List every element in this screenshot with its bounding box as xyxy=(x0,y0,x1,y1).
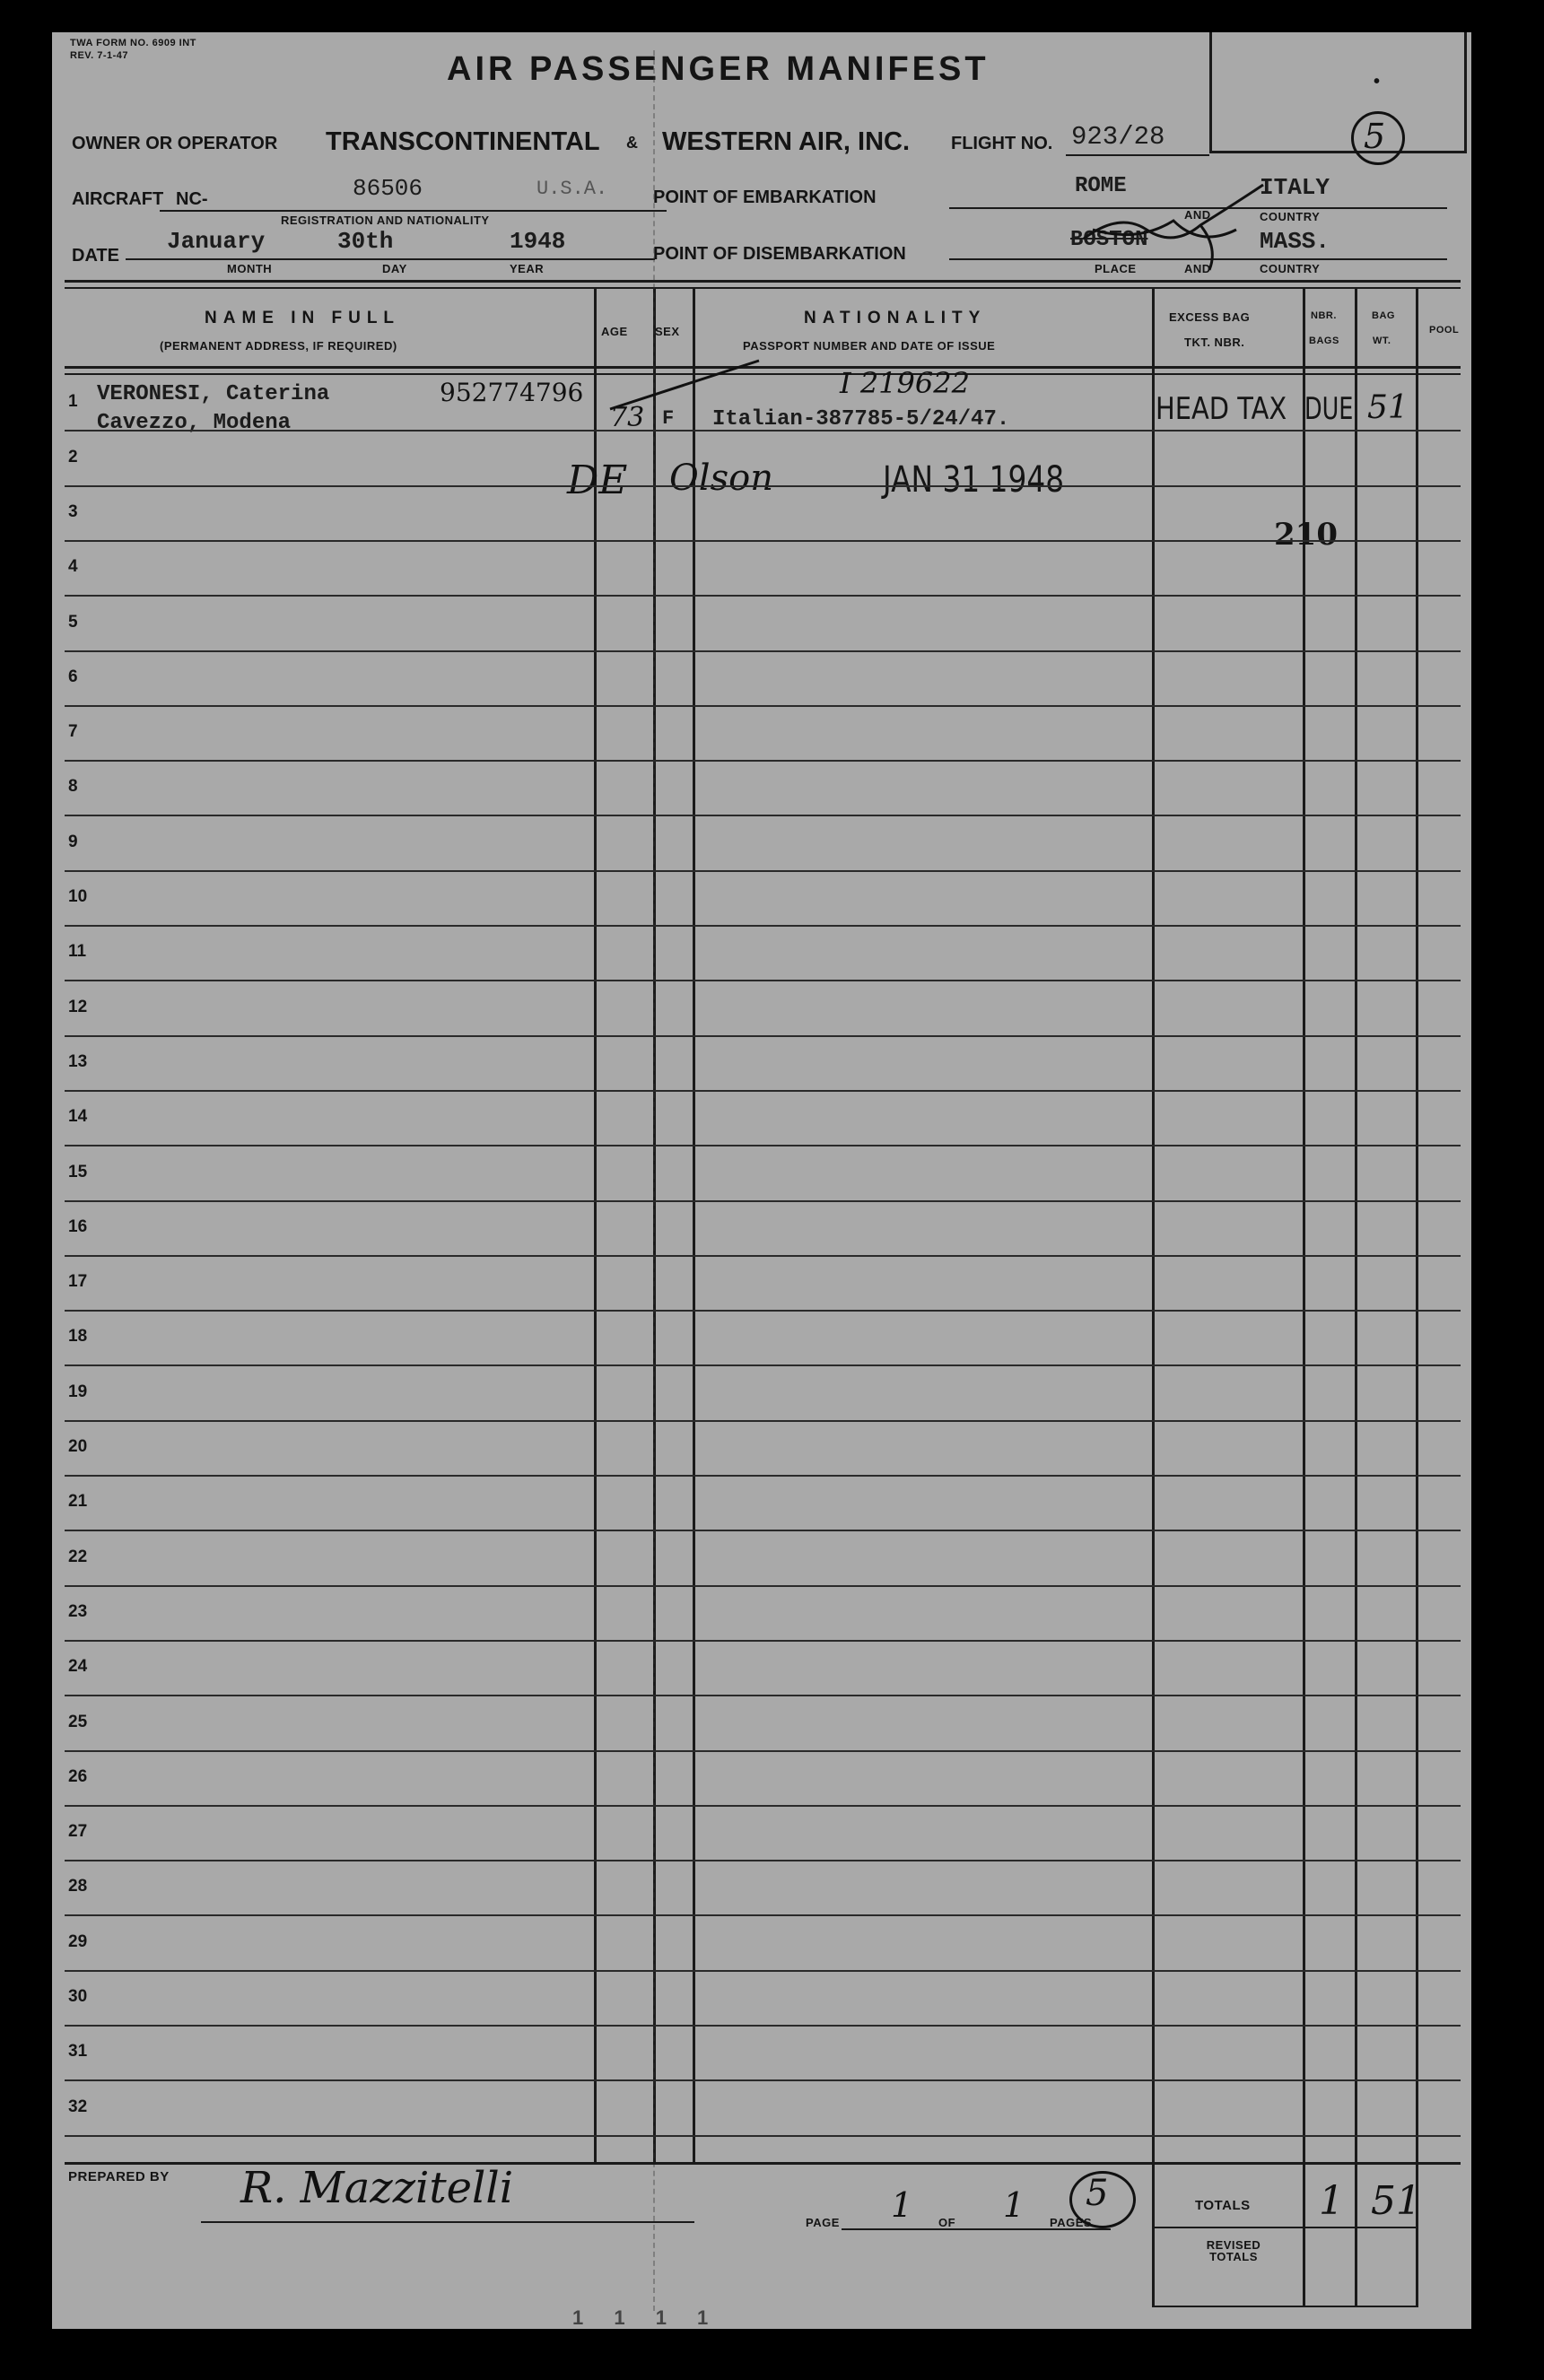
row-number: 12 xyxy=(68,997,88,1016)
aircraft-registration: 86506 xyxy=(353,175,423,202)
col-bag-wt-header: BAG xyxy=(1372,310,1395,321)
aircraft-nationality: U.S.A. xyxy=(536,178,608,200)
row-line xyxy=(65,705,1461,707)
date-day: 30th xyxy=(337,228,394,255)
inspector-initials: DE xyxy=(567,458,628,503)
col-pool-header: POOL xyxy=(1429,325,1460,336)
row-number: 8 xyxy=(68,777,78,797)
row-line xyxy=(65,760,1461,762)
header-box-left-border xyxy=(1209,32,1212,153)
row-line xyxy=(65,2079,1461,2081)
row-line xyxy=(65,1970,1461,1972)
page-number-circle-text: 5 xyxy=(1364,117,1386,156)
inspector-signature: Olson xyxy=(669,458,773,499)
day-label: DAY xyxy=(382,262,407,275)
registration-label: REGISTRATION AND NATIONALITY xyxy=(281,214,490,227)
row-number: 29 xyxy=(68,1931,88,1951)
month-label: MONTH xyxy=(227,262,273,275)
col-nationality-header: NATIONALITY xyxy=(804,309,987,327)
row-number: 1 xyxy=(68,392,78,412)
row-number: 16 xyxy=(68,1216,88,1236)
row-number: 9 xyxy=(68,832,78,851)
date-label: DATE xyxy=(72,246,119,266)
row-number: 7 xyxy=(68,722,78,742)
row-number: 13 xyxy=(68,1051,88,1071)
row-number: 15 xyxy=(68,1162,88,1181)
inspection-date-stamp: JAN 31 1948 xyxy=(883,459,1065,501)
row-number: 19 xyxy=(68,1382,88,1401)
row-number: 14 xyxy=(68,1107,88,1127)
row-line xyxy=(65,595,1461,597)
header-box-bottom-border xyxy=(1209,151,1467,153)
disembark-place: BOSTON xyxy=(1070,228,1148,252)
owner-ampersand: & xyxy=(626,134,638,152)
col-divider-nationality xyxy=(1152,289,1155,2307)
age-check-mark xyxy=(606,353,786,416)
col-bag-wt-subheader: WT. xyxy=(1373,336,1391,346)
col-divider-excess xyxy=(1303,289,1305,2307)
date-month: January xyxy=(167,228,266,255)
row-line xyxy=(65,1695,1461,1696)
row-line xyxy=(65,2025,1461,2027)
prepared-by-underline xyxy=(201,2221,694,2223)
aircraft-underline xyxy=(160,210,667,212)
col-age-header: AGE xyxy=(601,325,628,338)
revised-totals-label: REVISED TOTALS xyxy=(1206,2238,1261,2263)
row-line xyxy=(65,1914,1461,1916)
form-number: TWA FORM NO. 6909 INT xyxy=(70,38,196,48)
row-line xyxy=(65,1364,1461,1366)
row-line xyxy=(65,1640,1461,1642)
year-label: YEAR xyxy=(510,262,545,275)
embark-country: ITALY xyxy=(1260,174,1330,201)
row-line xyxy=(65,1420,1461,1422)
prepared-by-label: PREPARED BY xyxy=(68,2169,170,2184)
embark-and: AND xyxy=(1184,208,1211,222)
bottom-marks: 1 1 1 1 xyxy=(572,2306,721,2329)
col-divider-wt xyxy=(1416,289,1418,2307)
passenger-1-hand-note: I 219622 xyxy=(840,366,970,400)
page-title: AIR PASSENGER MANIFEST xyxy=(447,50,990,88)
row-number: 28 xyxy=(68,1877,88,1896)
row-number: 23 xyxy=(68,1601,88,1621)
page-label: PAGE xyxy=(806,2216,840,2229)
footer-page-circle-text: 5 xyxy=(1086,2173,1109,2214)
row-line xyxy=(65,925,1461,927)
row-number: 25 xyxy=(68,1712,88,1731)
row-number: 22 xyxy=(68,1547,88,1566)
passenger-1-address: Cavezzo, Modena xyxy=(97,411,292,435)
row-line xyxy=(65,815,1461,816)
row-line xyxy=(65,1585,1461,1587)
aircraft-prefix: NC- xyxy=(176,189,208,209)
row-number: 10 xyxy=(68,887,88,906)
header-box-right-border xyxy=(1464,32,1467,153)
col-nationality-subheader: PASSPORT NUMBER AND DATE OF ISSUE xyxy=(743,339,996,353)
row-number: 4 xyxy=(68,557,78,577)
owner-value-b: WESTERN AIR, INC. xyxy=(662,127,911,156)
row-line xyxy=(65,1200,1461,1202)
header-rule-2 xyxy=(65,287,1461,289)
date-year: 1948 xyxy=(510,228,566,255)
row-line xyxy=(65,540,1461,542)
row-line xyxy=(65,1805,1461,1807)
and-label: AND xyxy=(1184,262,1211,275)
passenger-1-bag-wt: 51 xyxy=(1367,389,1409,426)
col-divider-name xyxy=(594,289,597,2162)
row-number: 27 xyxy=(68,1822,88,1842)
header-rule-1 xyxy=(65,280,1461,283)
embark-label: POINT OF EMBARKATION xyxy=(653,187,877,207)
aircraft-label: AIRCRAFT xyxy=(72,189,164,209)
number-210: 210 xyxy=(1274,517,1338,553)
disembark-label: POINT OF DISEMBARKATION xyxy=(653,244,906,264)
row-line xyxy=(65,1090,1461,1092)
passenger-1-ticket: 952774796 xyxy=(440,378,584,407)
dot-mark: • xyxy=(1374,72,1381,92)
row-number: 26 xyxy=(68,1766,88,1786)
page-value: 1 xyxy=(891,2185,913,2225)
row-line xyxy=(65,1255,1461,1257)
flight-value: 923/28 xyxy=(1071,122,1165,152)
manifest-sheet xyxy=(52,32,1471,2329)
page-underline xyxy=(842,2228,1111,2230)
embark-place: ROME xyxy=(1075,174,1127,198)
passenger-1-nbr-bags: DUE xyxy=(1304,391,1354,427)
col-divider-bags xyxy=(1355,289,1357,2307)
owner-value-a: TRANSCONTINENTAL xyxy=(326,127,600,156)
row-number: 5 xyxy=(68,612,78,632)
row-number: 3 xyxy=(68,501,78,521)
passenger-1-name: VERONESI, Caterina xyxy=(97,382,330,406)
country-label: COUNTRY xyxy=(1260,262,1321,275)
place-label: PLACE xyxy=(1095,262,1137,275)
embark-country-label: COUNTRY xyxy=(1260,210,1321,223)
row-number: 24 xyxy=(68,1657,88,1677)
totals-wt: 51 xyxy=(1371,2178,1421,2224)
form-revision: REV. 7-1-47 xyxy=(70,50,129,61)
pages-label: PAGES xyxy=(1050,2216,1093,2229)
totals-divider xyxy=(1152,2227,1416,2228)
date-underline xyxy=(126,258,655,260)
row-line xyxy=(65,870,1461,872)
row-number: 11 xyxy=(68,942,87,962)
row-line xyxy=(65,1310,1461,1312)
row-line xyxy=(65,1035,1461,1037)
totals-bottom-rule xyxy=(1152,2306,1416,2307)
totals-bags: 1 xyxy=(1319,2178,1344,2224)
row-line xyxy=(65,980,1461,981)
passenger-1-nationality: Italian-387785-5/24/47. xyxy=(712,407,1010,432)
passenger-1-sex: F xyxy=(662,407,675,430)
col-name-header: NAME IN FULL xyxy=(205,309,401,327)
col-name-subheader: (PERMANENT ADDRESS, IF REQUIRED) xyxy=(160,339,397,353)
row-number: 30 xyxy=(68,1987,88,2006)
totals-label: TOTALS xyxy=(1195,2198,1251,2213)
owner-label: OWNER OR OPERATOR xyxy=(72,134,278,153)
of-label: OF xyxy=(938,2216,956,2229)
col-nbr-bags-subheader: BAGS xyxy=(1309,336,1339,346)
of-value: 1 xyxy=(1003,2185,1025,2225)
row-number: 17 xyxy=(68,1272,88,1292)
row-line xyxy=(65,1145,1461,1146)
row-number: 18 xyxy=(68,1327,88,1347)
row-line xyxy=(65,1475,1461,1477)
row-line xyxy=(65,1750,1461,1752)
row-number: 20 xyxy=(68,1437,88,1456)
flight-label: FLIGHT NO. xyxy=(951,134,1053,153)
strikeout-scribble xyxy=(1066,176,1272,275)
col-sex-header: SEX xyxy=(655,325,680,338)
row-number: 31 xyxy=(68,2042,88,2062)
flight-underline xyxy=(1066,154,1209,156)
row-number: 32 xyxy=(68,2097,88,2116)
row-line xyxy=(65,650,1461,652)
row-line xyxy=(65,1860,1461,1861)
disembark-country: MASS. xyxy=(1260,228,1330,255)
row-line xyxy=(65,430,1461,432)
row-line xyxy=(65,2135,1461,2137)
row-number: 6 xyxy=(68,667,78,686)
row-line xyxy=(65,485,1461,487)
col-divider-sex xyxy=(693,289,695,2162)
prepared-by-signature: R. Mazzitelli xyxy=(240,2163,514,2213)
row-number: 21 xyxy=(68,1492,88,1512)
passenger-1-age: 73 xyxy=(610,402,645,433)
row-line xyxy=(65,1530,1461,1531)
passenger-1-excess-bag: HEAD TAX xyxy=(1156,391,1287,427)
col-excess-bag-subheader: TKT. NBR. xyxy=(1184,336,1245,349)
col-excess-bag-header: EXCESS BAG xyxy=(1169,310,1251,324)
row-number: 2 xyxy=(68,447,78,466)
col-nbr-bags-header: NBR. xyxy=(1311,310,1337,321)
